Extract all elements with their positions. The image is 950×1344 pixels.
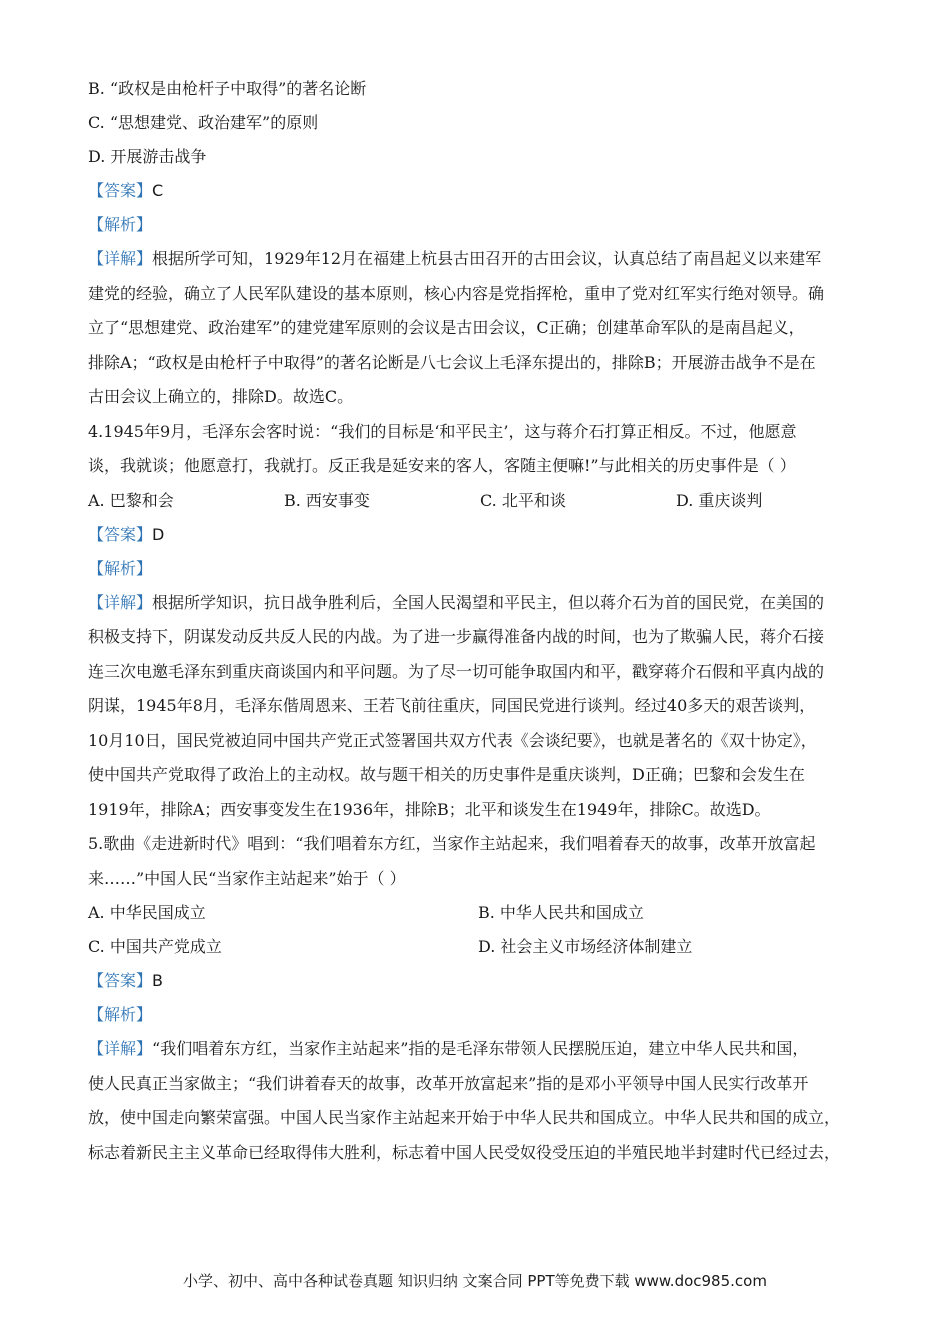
answer-letter: B xyxy=(152,971,163,990)
page-footer: 小学、初中、高中各种试卷真题 知识归纳 文案合同 PPT等免费下载 www.doc985.com xyxy=(183,1272,767,1290)
q4-stem xyxy=(88,415,878,484)
q4-detail-line: 使中国共产党取得了政治上的主动权。故与题干相关的历史事件是重庆谈判，D正确；巴黎和会发生在 xyxy=(88,765,805,784)
q4-detail-line: 连三次电邀毛泽东到重庆商谈国内和平问题。为了尽一切可能争取国内和平，戳穿蒋介石假和平真内战的 xyxy=(88,661,825,681)
detail-tag: 【详解】 xyxy=(88,592,153,612)
q3-option-d: D. 开展游击战争 xyxy=(88,147,207,166)
q3-option-b: B. “政权是由枪杆子中取得”的著名论断 xyxy=(88,79,367,98)
q5-option-b: B. 中华人民共和国成立 xyxy=(478,903,644,922)
q5-detail-line: 放，使中国走向繁荣富强。中国人民当家作主站起来开始于中华人民共和国成立。中华人民共和国的成立， xyxy=(88,1108,841,1127)
q5-detail xyxy=(88,1032,878,1170)
q4-stem-line: 谈，我就谈；他愿意打，我就打。反正我是延安来的客人，客随主便嘛!”与此相关的历史事件是（ ） xyxy=(88,456,796,475)
q3-detail-line: 古田会议上确立的，排除D。故选C。 xyxy=(88,387,354,406)
q5-option-a: A. 中华民国成立 xyxy=(88,903,206,922)
q4-option-c: C. 北平和谈 xyxy=(480,490,566,510)
q5-options-row-1 xyxy=(88,896,878,930)
answer-tag: 【答案】 xyxy=(88,971,153,990)
q4-detail xyxy=(88,586,878,828)
answer-letter: D xyxy=(152,524,165,544)
q3-detail-line: 根据所学可知，1929年12月在福建上杭县古田召开的古田会议，认真总结了南昌起义以来建军 xyxy=(152,249,822,268)
q4-option-b: B. 西安事变 xyxy=(284,490,370,510)
answer-letter: C xyxy=(152,181,164,200)
q4-answer xyxy=(88,518,878,552)
q4-detail-line: 1919年，排除A；西安事变发生在1936年，排除B；北平和谈发生在1949年，排除C。故选D。 xyxy=(88,799,771,819)
q3-detail-line: 立了“思想建党、政治建军”的建党建军原则的会议是古田会议，C正确；创建革命军队的是南昌起义， xyxy=(88,318,805,337)
q4-detail-line: 阴谋，1945年8月，毛泽东偕周恩来、王若飞前往重庆，同国民党进行谈判。经过40多天的艰苦谈判， xyxy=(88,696,816,715)
q4-detail-line: 10月10日，国民党被迫同中国共产党正式签署国共双方代表《会谈纪要》，也就是著名的《双十协定》， xyxy=(88,730,817,750)
q4-options xyxy=(88,484,878,518)
q5-detail-line: “我们唱着东方红，当家作主站起来”指的是毛泽东带领人民摆脱压迫，建立中华人民共和国， xyxy=(152,1039,809,1058)
q5-analysis-tag: 【解析】 xyxy=(88,1005,153,1024)
detail-tag: 【详解】 xyxy=(88,249,153,268)
answer-tag: 【答案】 xyxy=(88,524,153,544)
q3-detail-line: 排除A；“政权是由枪杆子中取得”的著名论断是八七会议上毛泽东提出的，排除B；开展游击战争不是在 xyxy=(88,352,816,372)
q5-answer xyxy=(88,964,878,998)
detail-tag: 【详解】 xyxy=(88,1039,153,1058)
q5-detail-line: 标志着新民主主义革命已经取得伟大胜利，标志着中国人民受奴役受压迫的半殖民地半封建时代已经过去， xyxy=(88,1142,841,1162)
q4-option-d: D. 重庆谈判 xyxy=(676,490,763,510)
q5-stem-line: 5.歌曲《走进新时代》唱到：“我们唱着东方红，当家作主站起来，我们唱着春天的故事，改革开放富起 xyxy=(88,834,816,853)
q4-detail-line: 积极支持下，阴谋发动反共反人民的内战。为了进一步赢得准备内战的时间，也为了欺骗人民，蒋介石接 xyxy=(88,627,825,646)
q3-answer xyxy=(88,174,878,208)
q5-detail-line: 使人民真正当家做主；“我们讲着春天的故事，改革开放富起来”指的是邓小平领导中国人民实行改革开 xyxy=(88,1073,809,1093)
q3-option-c: C. “思想建党、政治建军”的原则 xyxy=(88,113,319,132)
q3-detail xyxy=(88,242,878,415)
q4-detail-line: 根据所学知识，抗日战争胜利后，全国人民渴望和平民主，但以蒋介石为首的国民党，在美国的 xyxy=(152,592,825,612)
q4-analysis-tag: 【解析】 xyxy=(88,558,153,578)
q5-stem-line: 来……”中国人民“当家作主站起来”始于（ ） xyxy=(88,868,406,888)
q5-option-c: C. 中国共产党成立 xyxy=(88,937,222,956)
document-content xyxy=(88,72,878,1170)
q5-option-d: D. 社会主义市场经济体制建立 xyxy=(478,937,693,956)
q3-detail-line: 建党的经验，确立了人民军队建设的基本原则，核心内容是党指挥枪，重申了党对红军实行绝对领导。确 xyxy=(88,283,825,303)
q4-stem-line: 4.1945年9月，毛泽东会客时说：“我们的目标是‘和平民主’，这与蒋介石打算正相反。不过，他愿意 xyxy=(88,421,797,441)
q5-options-row-2 xyxy=(88,930,878,964)
q4-option-a: A. 巴黎和会 xyxy=(88,490,174,510)
q3-analysis-tag: 【解析】 xyxy=(88,215,153,234)
answer-tag: 【答案】 xyxy=(88,181,153,200)
q5-stem xyxy=(88,827,878,896)
